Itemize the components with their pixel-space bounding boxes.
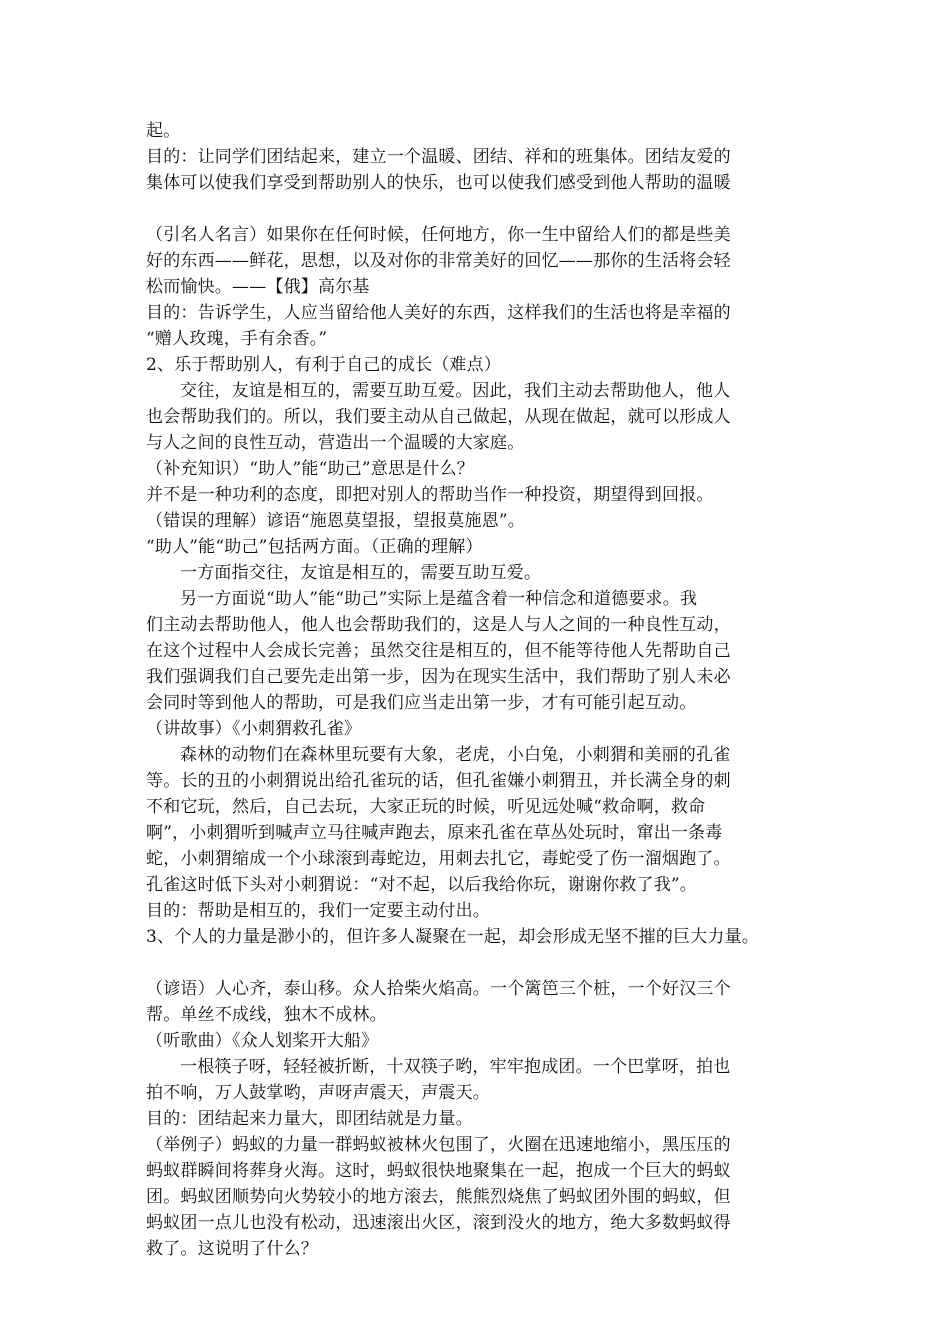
text-line: 也会帮助我们的。所以，我们要主动从自己做起，从现在做起，就可以形成人 xyxy=(146,407,731,427)
text-line: 目的：帮助是相互的，我们一定要主动付出。 xyxy=(146,901,490,921)
text-line: 松而愉快。——【俄】高尔基 xyxy=(146,277,370,297)
text-line: 在这个过程中人会成长完善；虽然交往是相互的，但不能等待他人先帮助自己 xyxy=(146,641,731,661)
text-line: 并不是一种功利的态度，即把对别人的帮助当作一种投资，期望得到回报。 xyxy=(146,485,714,505)
text-line: 森林的动物们在森林里玩要有大象，老虎，小白兔，小刺猬和美丽的孔雀 xyxy=(180,745,731,765)
text-line: （补充知识）“助人”能“助己”意思是什么？ xyxy=(146,459,474,479)
text-line: 帮。单丝不成线，独木不成林。 xyxy=(146,1005,387,1025)
text-line: 目的：团结起来力量大，即团结就是力量。 xyxy=(146,1109,473,1129)
text-line: 们主动去帮助他人，他人也会帮助我们的，这是人与人之间的一种良性互动， xyxy=(146,615,731,635)
text-line: 集体可以使我们享受到帮助别人的快乐，也可以使我们感受到他人帮助的温暖 xyxy=(146,173,731,193)
text-line: 我们强调我们自己要先走出第一步，因为在现实生活中，我们帮助了别人未必 xyxy=(146,667,731,687)
text-line: 不和它玩，然后，自己去玩，大家正玩的时候，听见远处喊“救命啊，救命 xyxy=(146,797,706,817)
text-line: 等。长的丑的小刺猬说出给孔雀玩的话，但孔雀嫌小刺猬丑，并长满全身的刺 xyxy=(146,771,731,791)
text-line: 会同时等到他人的帮助，可是我们应当走出第一步，才有可能引起互动。 xyxy=(146,693,697,713)
text-line: “赠人玫瑰，手有余香。” xyxy=(146,329,328,349)
section-heading: 3、个人的力量是渺小的，但许多人凝聚在一起，却会形成无坚不摧的巨大力量。 xyxy=(146,927,760,947)
text-line: （讲故事）《小刺猬救孔雀》 xyxy=(146,719,362,739)
text-line: “助人”能“助己”包括两方面。（正确的理解） xyxy=(146,537,483,557)
text-line: 另一方面说“助人”能“助己”实际上是蕴含着一种信念和道德要求。我 xyxy=(180,589,698,609)
blank-line xyxy=(146,950,826,976)
text-line: （举例子）蚂蚁的力量一群蚂蚁被林火包围了，火圈在迅速地缩小，黑压压的 xyxy=(146,1135,731,1155)
blank-line xyxy=(146,196,826,222)
text-line: 交往，友谊是相互的，需要互助互爱。因此，我们主动去帮助他人，他人 xyxy=(180,381,731,401)
text-line: 蛇，小刺猬缩成一个小球滚到毒蛇边，用刺去扎它，毒蛇受了伤一溜烟跑了。 xyxy=(146,849,731,869)
text-line: （引名人名言）如果你在任何时候，任何地方，你一生中留给人们的都是些美 xyxy=(146,225,731,245)
text-line: （错误的理解）谚语“施恩莫望报，望报莫施恩”。 xyxy=(146,511,525,531)
text-line: 目的：告诉学生，人应当留给他人美好的东西，这样我们的生活也将是幸福的 xyxy=(146,303,731,323)
text-line: 拍不响，万人鼓掌哟，声呀声震天，声震天。 xyxy=(146,1083,490,1103)
text-line: 蚂蚁群瞬间将葬身火海。这时，蚂蚁很快地聚集在一起，抱成一个巨大的蚂蚁 xyxy=(146,1161,731,1181)
text-line: （听歌曲）《众人划桨开大船》 xyxy=(146,1031,379,1051)
text-line: 一根筷子呀，轻轻被折断，十双筷子哟，牢牢抱成团。一个巴掌呀，拍也 xyxy=(180,1057,731,1077)
text-line: 蚂蚁团一点儿也没有松动，迅速滚出火区，滚到没火的地方，绝大多数蚂蚁得 xyxy=(146,1213,731,1233)
document-body xyxy=(146,118,826,1262)
text-line: 团。蚂蚁团顺势向火势较小的地方滚去，熊熊烈烧焦了蚂蚁团外围的蚂蚁，但 xyxy=(146,1187,731,1207)
section-heading: 2、乐于帮助别人，有利于自己的成长（难点） xyxy=(146,355,502,375)
text-line: 好的东西——鲜花，思想，以及对你的非常美好的回忆——那你的生活将会轻 xyxy=(146,251,731,271)
text-line: 起。 xyxy=(146,121,181,141)
text-line: 救了。这说明了什么？ xyxy=(146,1239,318,1259)
text-line: 孔雀这时低下头对小刺猬说：“对不起，以后我给你玩，谢谢你救了我”。 xyxy=(146,875,697,895)
text-line: 目的：让同学们团结起来，建立一个温暖、团结、祥和的班集体。团结友爱的 xyxy=(146,147,731,167)
text-line: 与人之间的良性互动，营造出一个温暖的大家庭。 xyxy=(146,433,525,453)
text-line: 一方面指交往，友谊是相互的，需要互助互爱。 xyxy=(180,563,542,583)
text-line: 啊”，小刺猬听到喊声立马往喊声跑去，原来孔雀在草丛处玩时，窜出一条毒 xyxy=(146,823,723,843)
text-line: （谚语）人心齐，泰山移。众人拾柴火焰高。一个篱笆三个桩，一个好汉三个 xyxy=(146,979,731,999)
